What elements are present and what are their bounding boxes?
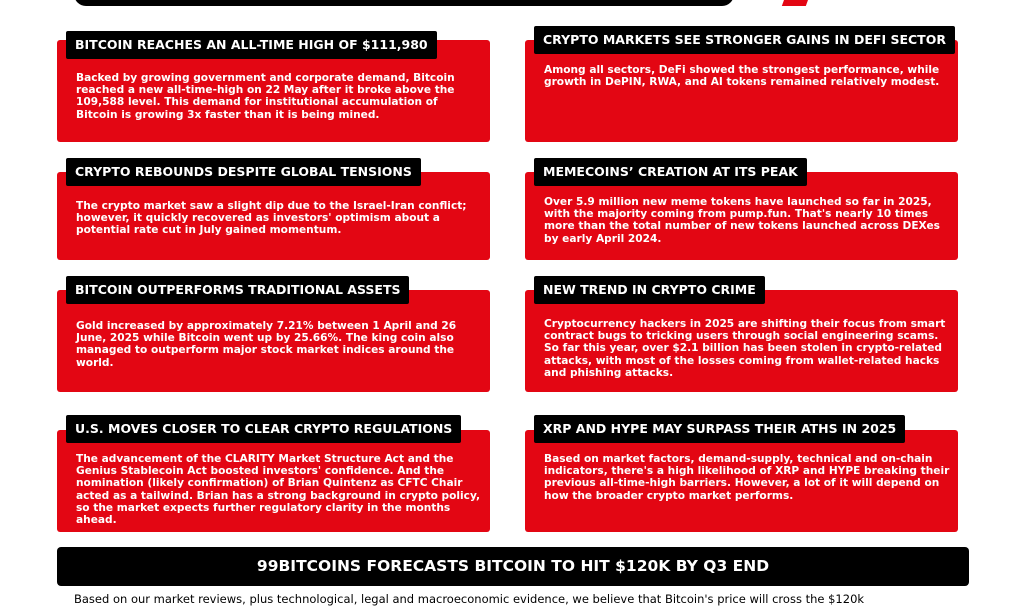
card-title: BITCOIN OUTPERFORMS TRADITIONAL ASSETS bbox=[66, 276, 409, 304]
news-card-defi-gains bbox=[525, 40, 958, 142]
card-title: BITCOIN REACHES AN ALL-TIME HIGH OF $111,980 bbox=[66, 31, 437, 59]
card-body: Among all sectors, DeFi showed the strongest performance, while growth in DePIN, RWA, and AI tokens remained relatively modest. bbox=[544, 64, 940, 89]
card-title: CRYPTO MARKETS SEE STRONGER GAINS IN DEFI SECTOR bbox=[534, 26, 955, 54]
card-body: Gold increased by approximately 7.21% between 1 April and 26 June, 2025 while Bitcoin went up by 25.66%. The king coin also managed to outperform major stock market indices around the world. bbox=[76, 320, 457, 369]
card-title: XRP AND HYPE MAY SURPASS THEIR ATHS IN 2025 bbox=[534, 415, 905, 443]
card-title: CRYPTO REBOUNDS DESPITE GLOBAL TENSIONS bbox=[66, 158, 421, 186]
card-body: Over 5.9 million new meme tokens have launched so far in 2025, with the majority coming from pump.fun. That's nearly 10 times more than the total number of new tokens launched across DEXes by early April 2024. bbox=[544, 196, 940, 245]
card-title: U.S. MOVES CLOSER TO CLEAR CRYPTO REGULATIONS bbox=[66, 415, 461, 443]
card-title: NEW TREND IN CRYPTO CRIME bbox=[534, 276, 765, 304]
card-body: Based on market factors, demand-supply, technical and on-chain indicators, there's a high likelihood of XRP and HYPE breaking their previous all-time-high barriers. However, a lot of it will depend on how the broader crypto market performs. bbox=[544, 453, 950, 502]
header-bar bbox=[74, 0, 734, 6]
card-body: Backed by growing government and corporate demand, Bitcoin reached a new all-time-high on 22 May after it broke above the 109,588 level. This demand for institutional accumulation of Bitcoin is growing 3x faster than it is being mined. bbox=[76, 72, 455, 121]
card-title: MEMECOINS’ CREATION AT ITS PEAK bbox=[534, 158, 807, 186]
card-body: The advancement of the CLARITY Market Structure Act and the Genius Stablecoin Act boosted investors' confidence. And the nomination (likely confirmation) of Brian Quintenz as CFTC Chair acted as a tailwind. Brian has a strong background in crypto policy, so the market expects further regulatory clarity in the months ahead. bbox=[76, 453, 481, 527]
forecast-description: Based on our market reviews, plus technological, legal and macroeconomic evidence, we believe that Bitcoin's price will cross the $120k bbox=[74, 592, 865, 606]
forecast-banner: 99BITCOINS FORECASTS BITCOIN TO HIT $120K BY Q3 END bbox=[57, 547, 969, 586]
card-body: Cryptocurrency hackers in 2025 are shifting their focus from smart contract bugs to tricking users through social engineering scams. So far this year, over $2.1 billion has been stolen in crypto-related attacks, with most of the losses coming from wallet-related hacks and phishing attacks. bbox=[544, 318, 946, 379]
card-body: The crypto market saw a slight dip due to the Israel-Iran conflict; however, it quickly recovered as investors' optimism about a potential rate cut in July gained momentum. bbox=[76, 200, 467, 237]
brand-logo-mark bbox=[782, 0, 810, 6]
